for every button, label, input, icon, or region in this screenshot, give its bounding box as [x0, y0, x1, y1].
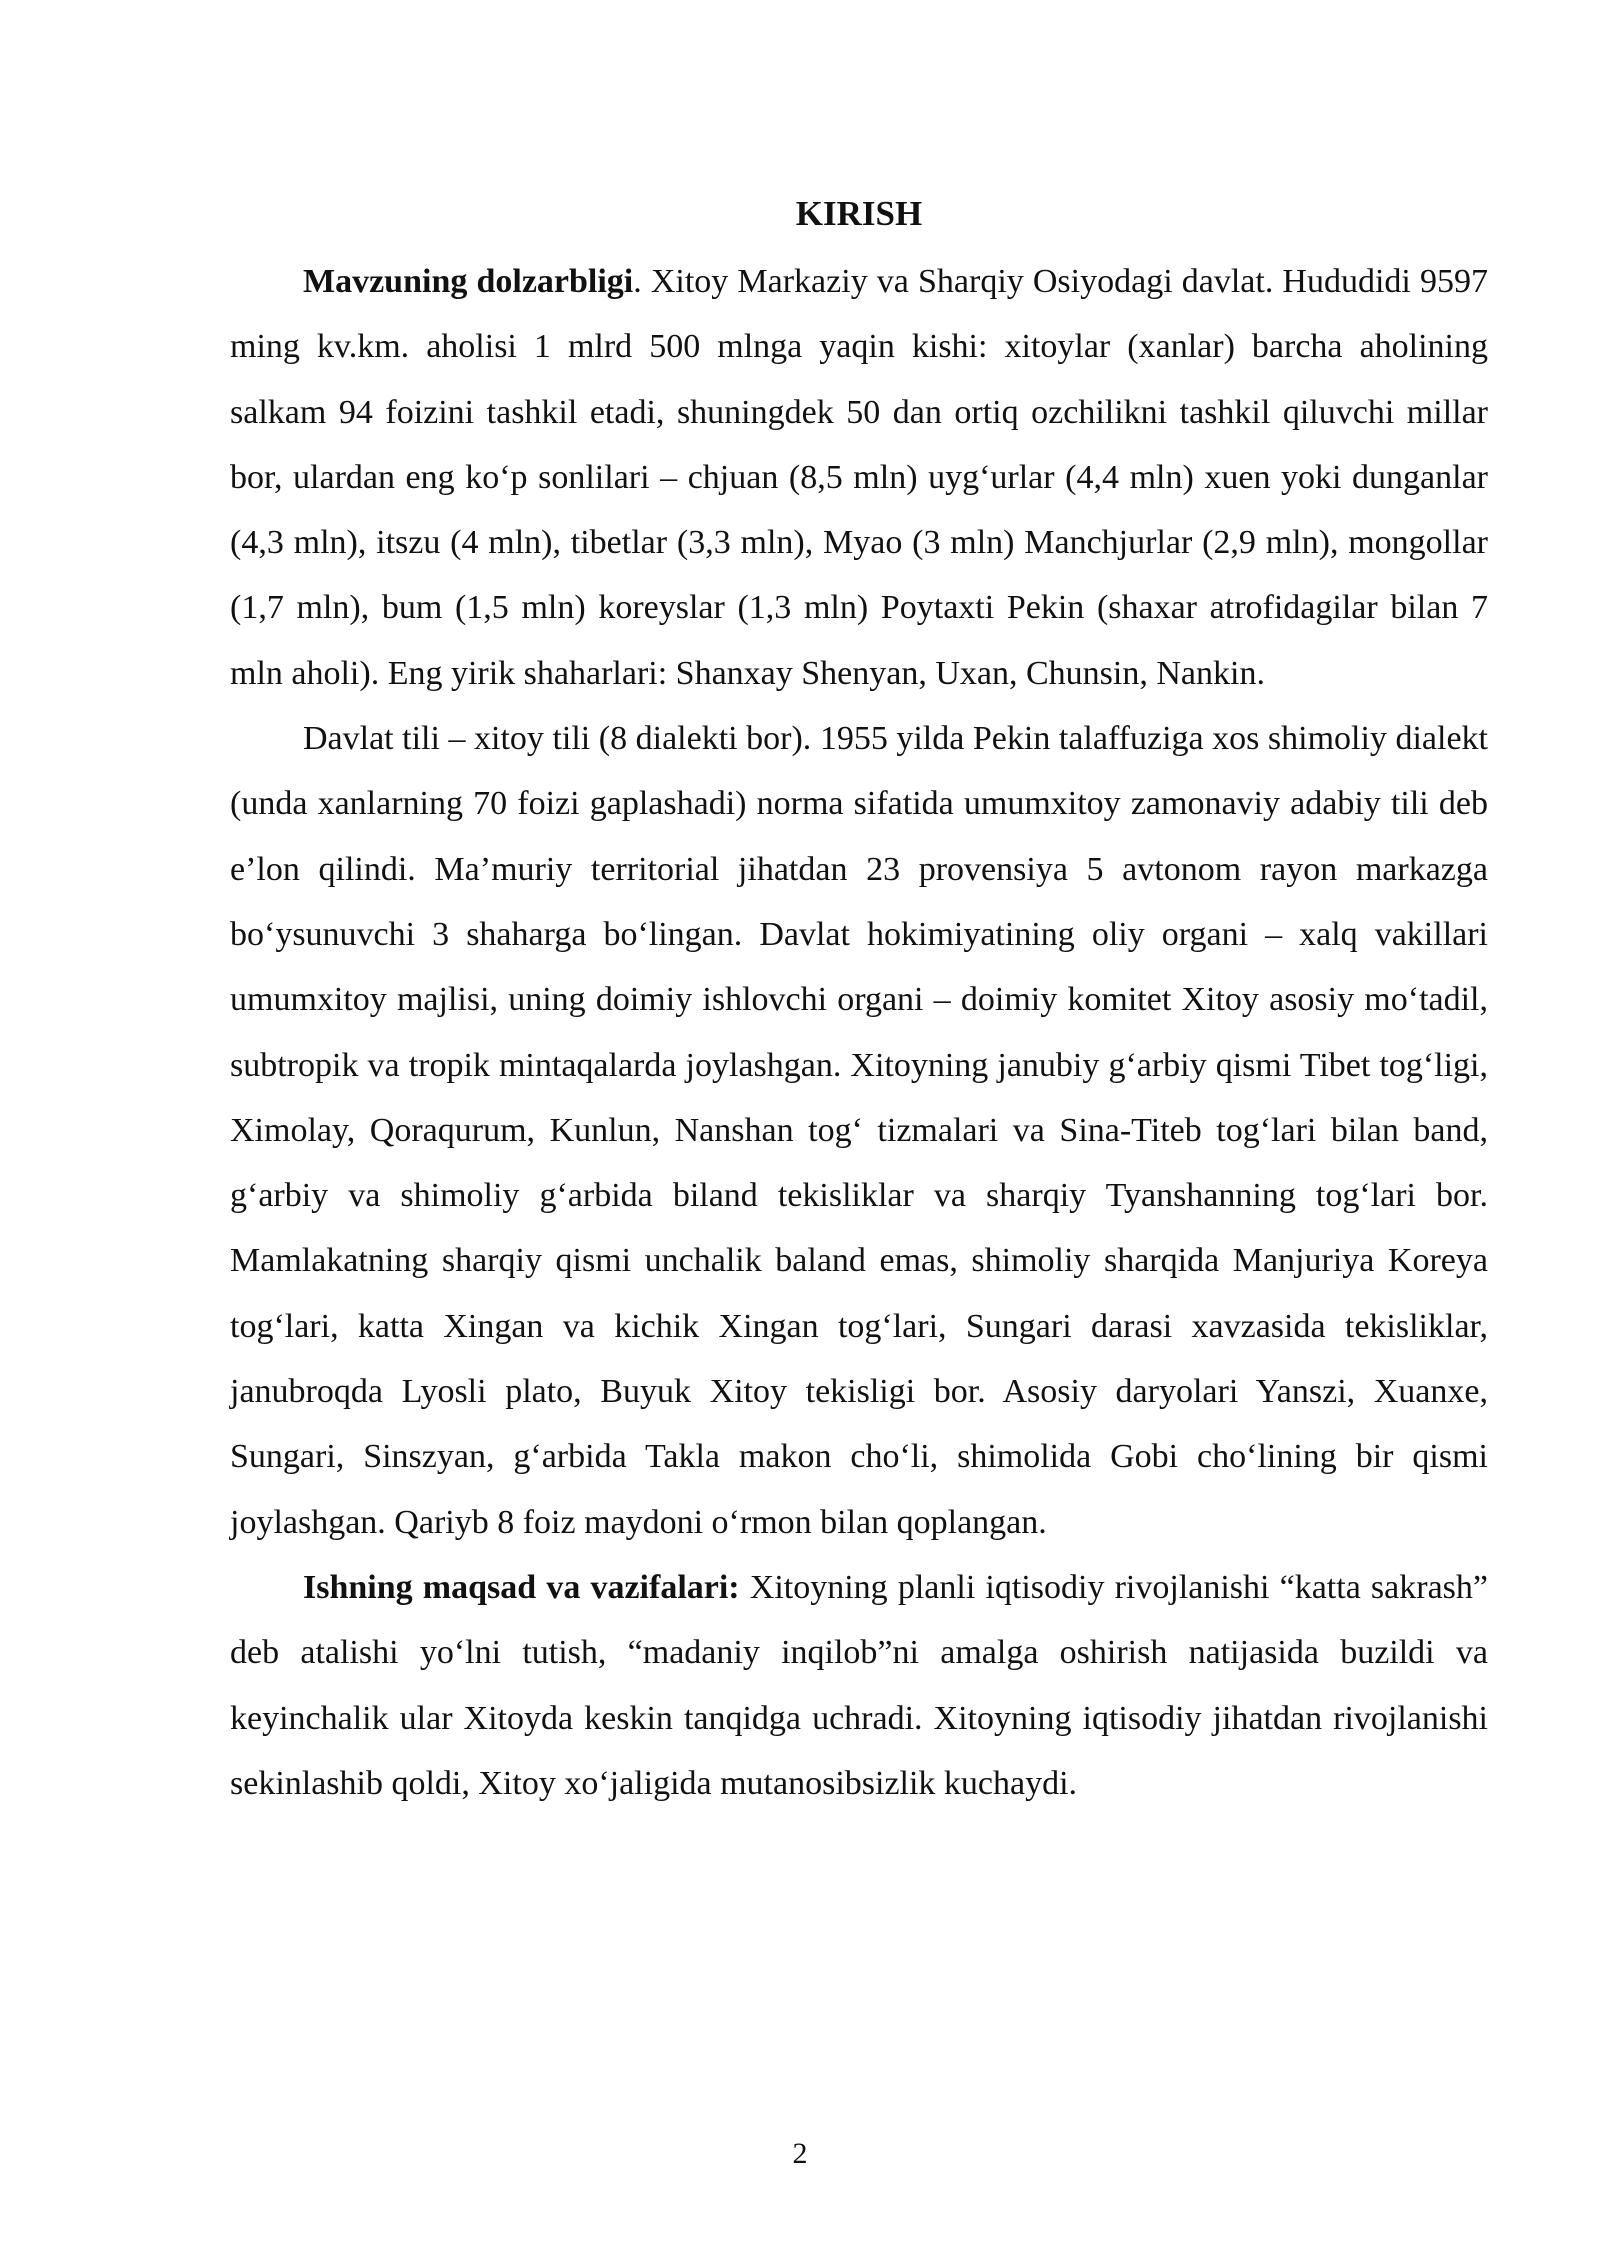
paragraph-lead-relevance: Mavzuning dolzarbligi — [303, 263, 634, 300]
paragraph-relevance — [230, 249, 1488, 706]
paragraph-goals — [230, 1555, 1488, 1816]
section-heading: KIRISH — [795, 194, 923, 233]
paragraph-text-goals: Xitoyning planli iqtisodiy rivojlanishi “katta sakrash” deb atalishi yo‘lni tutish, “madaniy inqilob”ni amalga oshirish natijasida buzildi va keyinchalik ular Xitoyda keskin tanqidga uchradi. Xitoyning iqtisodiy jihatdan rivojlanishi sekinlashib qoldi, Xitoy xo‘jaligida mutanosibsizlik kuchaydi. — [230, 1568, 1488, 1802]
paragraph-text-relevance: . Xitoy Markaziy va Sharqiy Osiyodagi davlat. Hududidi 9597 ming kv.km. aholisi 1 mlrd 500 mlnga yaqin kishi: xitoylar (xanlar) barcha aholining salkam 94 foizini tashkil etadi, shuningdek 50 dan ortiq ozchilikni tashkil qiluvchi millar bor, ulardan eng ko‘p sonlilari – chjuan (8,5 mln) uyg‘urlar (4,4 mln) xuen yoki dunganlar (4,3 mln), itszu (4 mln), tibetlar (3,3 mln), Myao (3 mln) Manchjurlar (2,9 mln), mongollar (1,7 mln), bum (1,5 mln) koreyslar (1,3 mln) Poytaxti Pekin (shaxar atrofidagilar bilan 7 mln aholi). Eng yirik shaharlari: Shanxay Shenyan, Uxan, Chunsin, Nankin. — [230, 263, 1488, 692]
page-number: 2 — [792, 2137, 808, 2170]
paragraph-language — [230, 706, 1488, 1555]
paragraph-lead-goals: Ishning maqsad va vazifalari: — [303, 1568, 740, 1606]
paragraph-text-language: Davlat tili – xitoy tili (8 dialekti bor). 1955 yilda Pekin talaffuziga xos shimoliy dialekt (unda xanlarning 70 foizi gaplashadi) norma sifatida umumxitoy zamonaviy adabiy tili deb e’lon qilindi. Ma’muriy territorial jihatdan 23 provensiya 5 avtonom rayon markazga bo‘ysunuvchi 3 shaharga bo‘lingan. Davlat hokimiyatining oliy organi – xalq vakillari umumxitoy majlisi, uning doimiy ishlovchi organi – doimiy komitet Xitoy asosiy mo‘tadil, subtropik va tropik mintaqalarda joylashgan. Xitoyning janubiy g‘arbiy qismi Tibet tog‘ligi, Ximolay, Qoraqurum, Kunlun, Nanshan tog‘ tizmalari va Sina-Titeb tog‘lari bilan band, g‘arbiy va shimoliy g‘arbida biland tekisliklar va sharqiy Tyanshanning tog‘lari bor. Mamlakatning sharqiy qismi unchalik baland emas, shimoliy sharqida Manjuriya Koreya tog‘lari, katta Xingan va kichik Xingan tog‘lari, Sungari darasi xavzasida tekisliklar, janubroqda Lyosli plato, Buyuk Xitoy tekisligi bor. Asosiy daryolari Yanszi, Xuanxe, Sungari, Sinszyan, g‘arbida Takla makon cho‘li, shimolida Gobi cho‘lining bir qismi joylashgan. Qariyb 8 foiz maydoni o‘rmon bilan qoplangan. — [230, 720, 1488, 1541]
page-body — [230, 185, 1488, 1816]
